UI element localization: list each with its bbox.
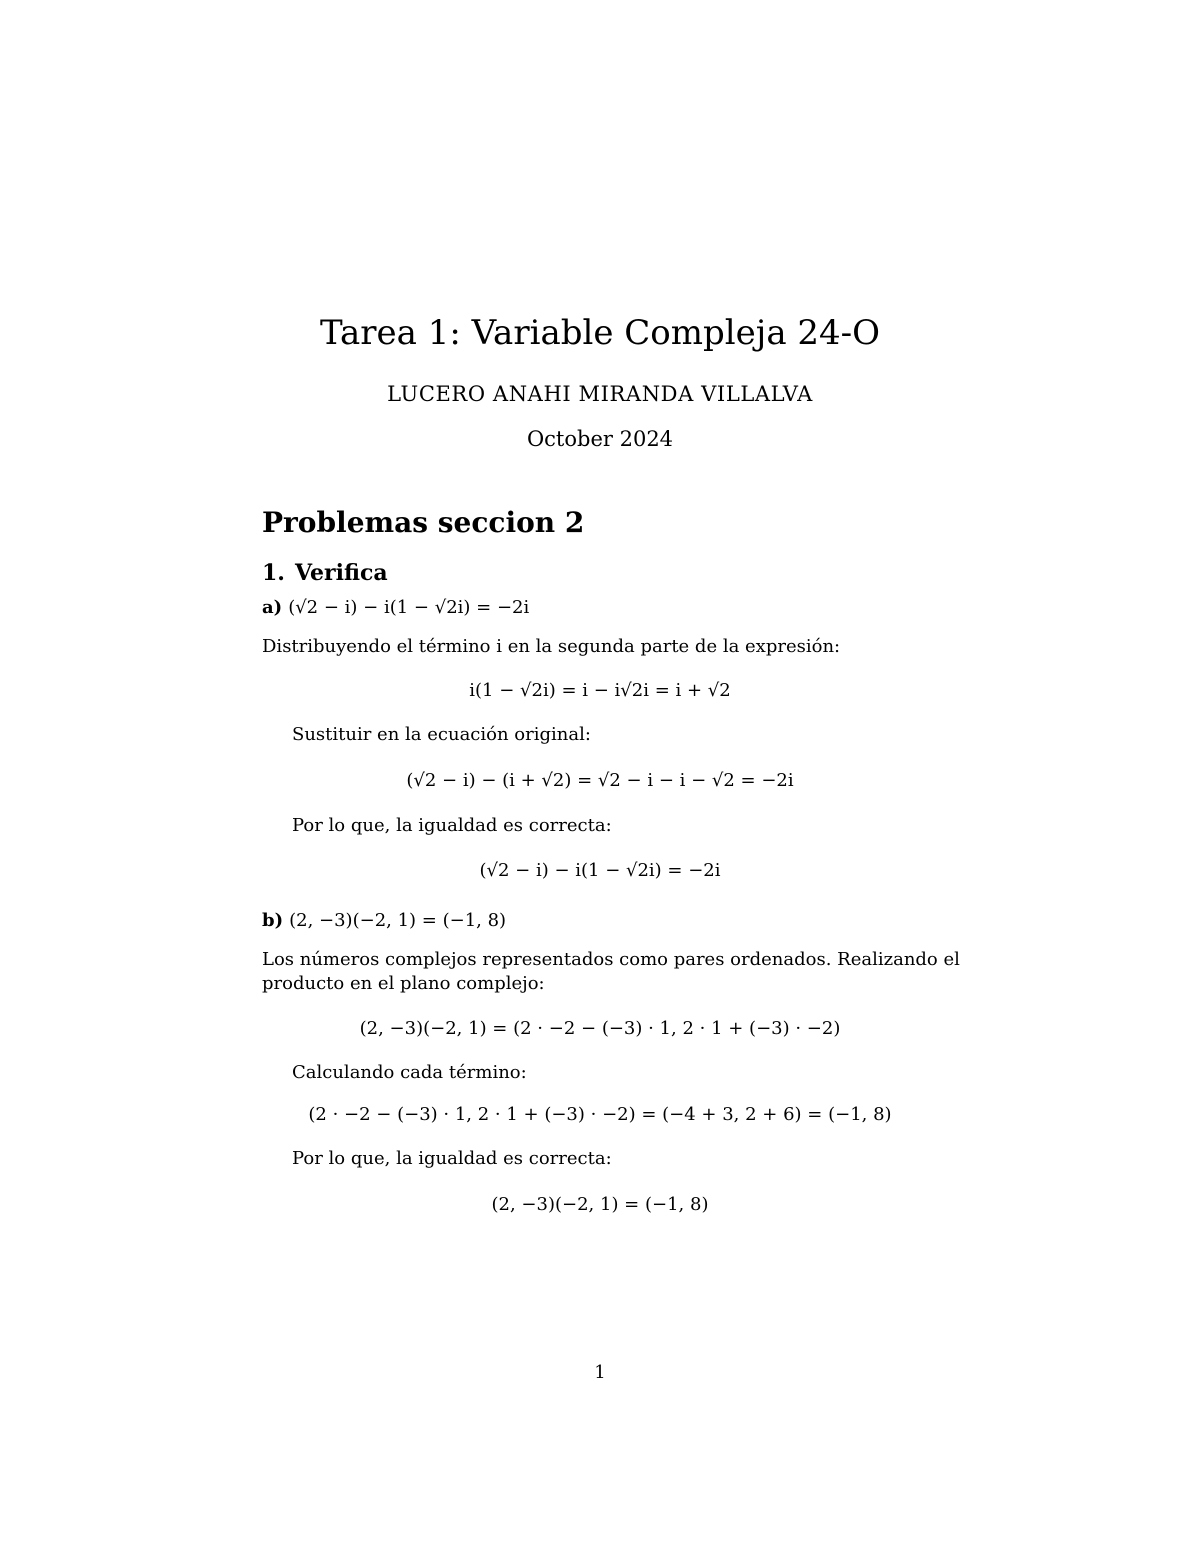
part-a-equation-3: (√2 − i) − i(1 − √2i) = −2i [479,860,721,881]
part-a-equation-1: i(1 − √2i) = i − i√2i = i + √2 [469,680,731,701]
part-b-text-1b: producto en el plano complejo: [262,973,545,994]
subsection-number: 1. [262,560,285,586]
part-a-equation-2: (√2 − i) − (i + √2) = √2 − i − i − √2 = −2i [406,770,794,791]
part-b-text-3: Por lo que, la igualdad es correcta: [292,1148,612,1169]
subsection-heading [262,560,388,586]
part-a-expression: (√2 − i) − i(1 − √2i) = −2i [288,597,530,618]
part-b-equation-1: (2, −3)(−2, 1) = (2 · −2 − (−3) · 1, 2 · 1 + (−3) · −2) [359,1018,841,1039]
part-a-text-2: Sustituir en la ecuación original: [292,724,591,745]
part-b-statement [262,910,506,931]
part-b-text-1a: Los números complejos representados como pares ordenados. Realizando el [262,949,960,970]
part-b-expression: (2, −3)(−2, 1) = (−1, 8) [289,910,507,931]
section-heading: Problemas seccion 2 [262,506,585,539]
document-title: Tarea 1: Variable Compleja 24-O [319,313,881,353]
part-b-equation-2: (2 · −2 − (−3) · 1, 2 · 1 + (−3) · −2) = (−4 + 3, 2 + 6) = (−1, 8) [308,1104,892,1125]
page-number: 1 [594,1362,606,1383]
part-b-text-2: Calculando cada término: [292,1062,527,1083]
part-b-equation-3: (2, −3)(−2, 1) = (−1, 8) [491,1194,709,1215]
document-date: October 2024 [526,427,674,451]
part-a-text-1: Distribuyendo el término i en la segunda parte de la expresión: [262,636,841,657]
subsection-title: Verifica [294,560,388,586]
part-a-text-3: Por lo que, la igualdad es correcta: [292,815,612,836]
document-author: LUCERO ANAHI MIRANDA VILLALVA [387,382,813,406]
part-a-label: a) [262,597,283,618]
part-a-statement [262,597,529,618]
part-b-label: b) [262,910,284,931]
